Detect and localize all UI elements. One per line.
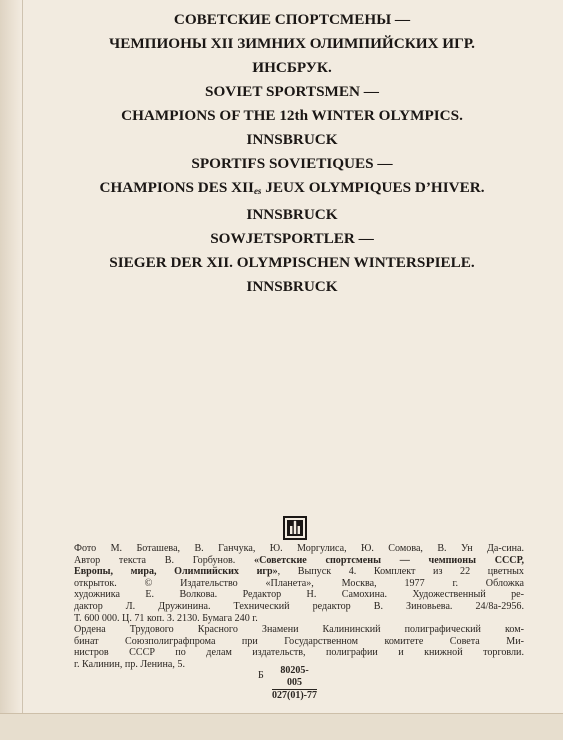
imprint-issue: , Выпуск 4. Комплект из 22 цветных <box>277 566 524 578</box>
bottom-edge <box>0 713 563 740</box>
imprint-line: дактор Л. Дружинина. Технический редактор В. Зиновьева. 24/8а-2956. <box>74 600 524 612</box>
title-de-line-2: SIEGER DER XII. OLYMPISCHEN WINTERSPIELE. <box>109 254 475 271</box>
title-de-line-1: SOWJETSPORTLER — <box>210 230 374 247</box>
imprint-series-title-cont: Европы, мира, Олимпийских игр» <box>74 566 278 578</box>
title-ru-line-1: СОВЕТСКИЕ СПОРТСМЕНЫ — <box>173 11 411 28</box>
title-fr-pre: CHAMPIONS DES XII <box>99 179 254 196</box>
imprint-block <box>74 543 524 671</box>
catalog-code-denominator: 027(01)-77 <box>272 690 317 701</box>
title-ru-line-3: ИНСБРУК. <box>252 59 332 76</box>
title-en-line-3: INNSBRUCK <box>246 131 338 148</box>
catalog-code-prefix: Б <box>258 670 264 681</box>
catalog-code-fraction <box>272 665 317 702</box>
imprint-line: г. Калинин, пр. Ленина, 5. <box>74 658 185 670</box>
title-de-line-3: INNSBRUCK <box>246 278 338 295</box>
imprint-line: открыток. © Издательство «Планета», Москва, 1977 г. Обложка <box>74 577 524 589</box>
title-fr-line-3: INNSBRUCK <box>246 206 338 223</box>
title-block <box>30 8 554 299</box>
imprint-line: Ордена Трудового Красного Знамени Калининский полиграфический ком- <box>74 624 524 636</box>
imprint-author: Автор текста В. Горбунов. <box>74 554 255 566</box>
imprint-line: Фото М. Боташева, В. Ганчука, Ю. Моргулиса, Ю. Сомова, В. Ун Да-сина. <box>74 543 524 554</box>
title-ru-line-2: ЧЕМПИОНЫ XII ЗИМНИХ ОЛИМПИЙСКИХ ИГР. <box>109 35 475 52</box>
title-en-line-2: CHAMPIONS OF THE 12th WINTER OLYMPICS. <box>121 107 463 124</box>
spine-edge <box>0 0 22 740</box>
title-fr-line-1: SPORTIFS SOVIETIQUES — <box>191 155 393 172</box>
title-en-line-1: SOVIET SPORTSMEN — <box>205 83 379 100</box>
imprint-line <box>74 566 524 578</box>
catalog-code-numerator: 80205-005 <box>272 665 317 690</box>
title-fr-line-2 <box>30 176 554 203</box>
imprint-line <box>74 555 524 567</box>
imprint-line: нистров СССР по делам издательств, полиграфии и книжной торговли. <box>74 647 524 659</box>
spine-fold-line <box>22 0 23 740</box>
imprint-line: бинат Союзполиграфпрома при Государственном комитете Совета Ми- <box>74 635 524 647</box>
imprint-line: художника Е. Волкова. Редактор Н. Самохина. Художественный ре- <box>74 589 524 601</box>
title-fr-superscript: es <box>253 186 262 196</box>
title-fr-post: JEUX OLYMPIQUES D’HIVER. <box>261 179 485 196</box>
planeta-publisher-logo-icon <box>283 516 307 540</box>
imprint-line: Т. 600 000. Ц. 71 коп. З. 2130. Бумага 240 г. <box>74 612 258 624</box>
imprint-series-title: «Советские спортсмены — чемпионы СССР, <box>254 554 524 566</box>
